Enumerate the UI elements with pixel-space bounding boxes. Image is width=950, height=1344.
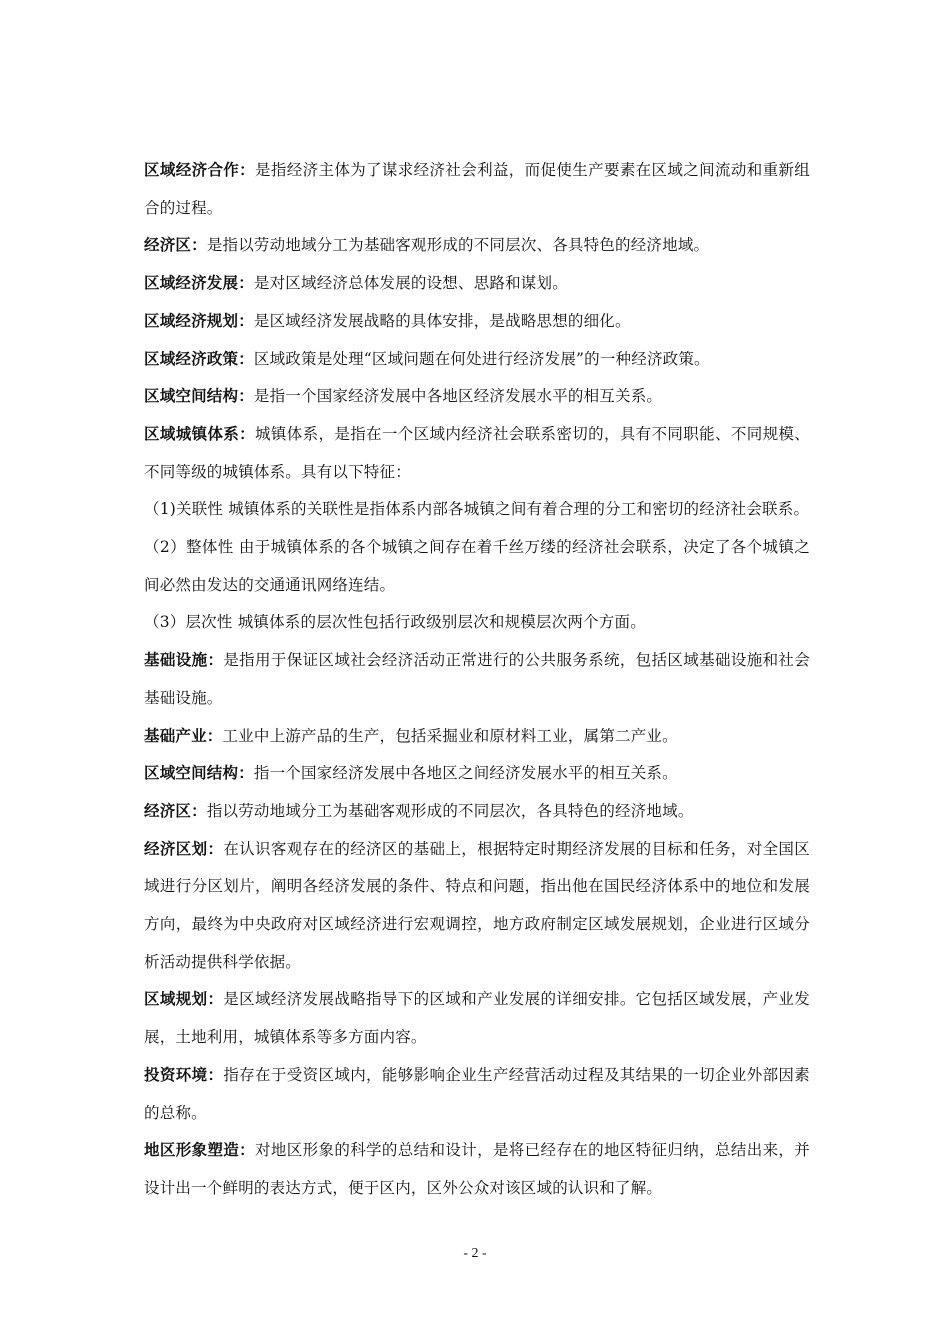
definition-text: 是区域经济发展战略的具体安排，是战略思想的细化。	[253, 311, 631, 330]
definition-paragraph	[144, 1057, 810, 1132]
definition-term: 经济区划：	[144, 839, 224, 858]
definition-paragraph	[144, 718, 810, 756]
definition-paragraph	[144, 303, 810, 341]
definition-text: 对地区形象的科学的总结和设计，是将已经存在的地区特征归纳，总结出来，并设计出一个鲜明的表达方式，便于区内，区外公众对该区域的认识和了解。	[144, 1141, 810, 1197]
definition-term: 区域空间结构：	[144, 387, 254, 406]
definition-text: 是对区域经济总体发展的设想、思路和谋划。	[253, 274, 568, 293]
definition-text: 是指以劳动地域分工为基础客观形成的不同层次、各具特色的经济地域。	[206, 236, 710, 255]
definition-term: 区域经济政策：	[144, 349, 254, 368]
definition-text: （2）整体性 由于城镇体系的各个城镇之间存在着千丝万缕的经济社会联系，决定了各个城镇之间必然由发达的交通通讯网络连结。	[144, 538, 810, 594]
definition-text: （3）层次性 城镇体系的层次性包括行政级别层次和规模层次两个方面。	[144, 613, 646, 632]
definition-term: 投资环境：	[144, 1065, 224, 1084]
definition-term: 基础设施：	[144, 651, 224, 670]
page-number: - 2 -	[463, 1246, 487, 1261]
definition-term: 区域城镇体系：	[144, 424, 256, 443]
definition-paragraph	[144, 831, 810, 982]
definition-paragraph	[144, 227, 810, 265]
definition-text: 是区域经济发展战略指导下的区域和产业发展的详细安排。它包括区域发展，产业发展，土地利用，城镇体系等多方面内容。	[144, 990, 810, 1047]
feature-item	[144, 491, 810, 529]
definition-term: 地区形象塑造：	[144, 1141, 256, 1160]
definition-text: 是指用于保证区域社会经济活动正常进行的公共服务系统，包括区域基础设施和社会基础设施。	[144, 651, 810, 707]
document-body	[144, 152, 810, 1208]
definition-paragraph	[144, 981, 810, 1056]
feature-item	[144, 529, 810, 604]
definition-paragraph	[144, 152, 810, 227]
definition-paragraph	[144, 1132, 810, 1207]
feature-item	[144, 604, 810, 642]
definition-text: 区域政策是处理“区域问题在何处进行经济发展”的一种经济政策。	[253, 349, 710, 368]
definition-term: 区域经济发展：	[144, 274, 254, 293]
definition-paragraph	[144, 755, 810, 793]
definition-paragraph	[144, 793, 810, 831]
definition-paragraph	[144, 341, 810, 379]
definition-text: 是指经济主体为了谋求经济社会利益，而促使生产要素在区域之间流动和重新组合的过程。	[144, 161, 810, 217]
definition-term: 区域经济规划：	[144, 311, 254, 330]
definition-term: 区域规划：	[144, 990, 224, 1009]
definition-text: 工业中上游产品的生产，包括采掘业和原材料工业，属第二产业。	[222, 726, 678, 745]
definition-text: 指存在于受资区域内，能够影响企业生产经营活动过程及其结果的一切企业外部因素的总称。	[144, 1065, 810, 1122]
definition-text: 指一个国家经济发展中各地区之间经济发展水平的相互关系。	[253, 764, 678, 783]
definition-term: 区域经济合作：	[144, 161, 256, 179]
definition-text: 是指一个国家经济发展中各地区经济发展水平的相互关系。	[253, 387, 663, 406]
definition-paragraph	[144, 416, 810, 491]
definition-text: 城镇体系，是指在一个区域内经济社会联系密切的，具有不同职能、不同规模、不同等级的城镇体系。具有以下特征：	[144, 424, 810, 481]
definition-text: 指以劳动地域分工为基础客观形成的不同层次，各具特色的经济地域。	[206, 801, 694, 820]
definition-paragraph	[144, 642, 810, 717]
definition-term: 经济区：	[144, 801, 207, 820]
definition-text: 在认识客观存在的经济区的基础上，根据特定时期经济发展的目标和任务，对全国区域进行分区划片，阐明各经济发展的条件、特点和问题，指出他在国民经济体系中的地位和发展方向，最终为中央政府对区域经济进行宏观调控，地方政府制定区域发展规划，企业进行区域分析活动提供科学依据。	[144, 839, 810, 971]
definition-paragraph	[144, 378, 810, 416]
definition-text: （1)关联性 城镇体系的关联性是指体系内部各城镇之间有着合理的分工和密切的经济社会联系。	[144, 500, 810, 519]
definition-paragraph	[144, 265, 810, 303]
definition-term: 区域空间结构：	[144, 764, 254, 783]
definition-term: 经济区：	[144, 236, 207, 255]
definition-term: 基础产业：	[144, 726, 223, 745]
